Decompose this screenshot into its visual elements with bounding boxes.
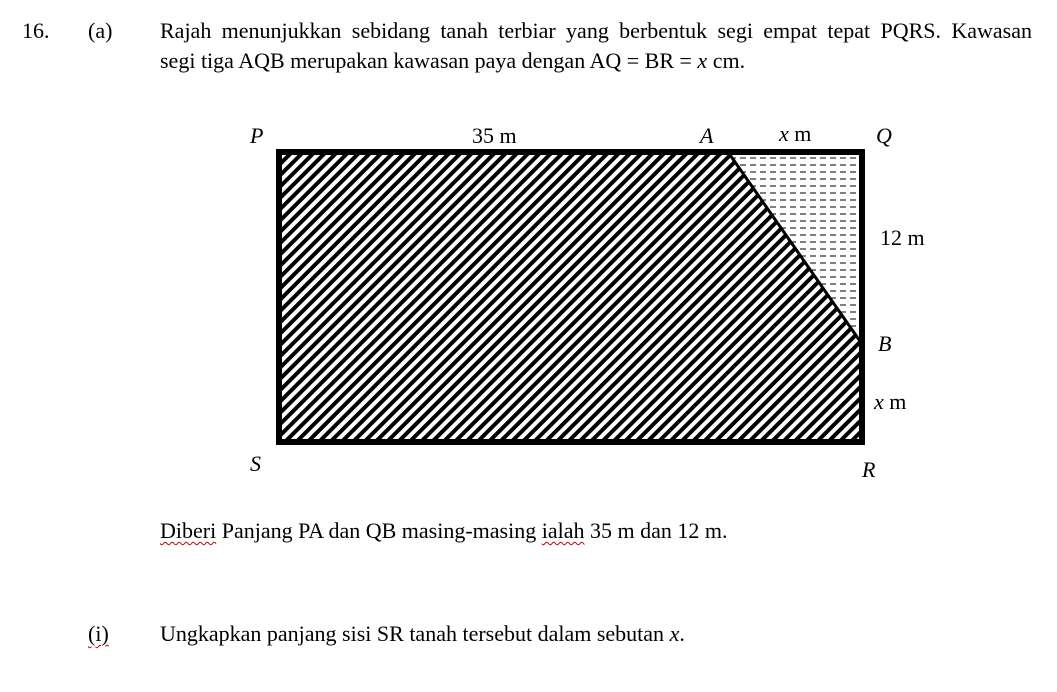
point-a-label: A [700,123,714,148]
pa-length-label: 35 m [472,123,517,148]
given-statement [160,518,728,544]
point-p-label: P [250,123,264,148]
aq-unit: m [788,121,812,146]
subpart-period: . [679,621,685,646]
subpart-i-label [88,621,109,647]
br-length-label [874,390,906,414]
aq-variable-x: x [779,121,789,146]
point-q-label: Q [876,123,892,148]
br-unit: m [883,389,907,414]
point-s-label: S [250,451,261,476]
br-variable-x: x [874,389,884,414]
question-number: 16. [22,18,50,43]
given-text-mid: Panjang PA dan QB masing-masing [216,518,542,543]
qb-length-label: 12 m [880,225,925,250]
point-r-label: R [862,457,876,482]
subpart-i-text [160,621,685,647]
point-b-label: B [878,331,892,356]
aq-length-label [779,122,811,146]
intro-line2-unit: cm. [707,48,746,73]
subpart-i-number: (i) [88,621,109,646]
intro-line2-text: segi tiga AQB merupakan kawasan paya dengan AQ = BR = [160,48,698,73]
question-intro-line1: Rajah menunjukkan sebidang tanah terbiar yang berbentuk segi empat tepat PQRS. Kawasan [160,18,1032,43]
given-word-diberi: Diberi [160,518,217,543]
subpart-variable-x: x [669,621,680,646]
given-word-ialah: ialah [541,518,585,543]
subpart-i-question: Ungkapkan panjang sisi SR tanah tersebut dalam sebutan [160,621,670,646]
question-part-label: (a) [88,18,113,43]
given-text-end: 35 m dan 12 m. [584,518,728,543]
intro-variable-x: x [697,48,708,73]
